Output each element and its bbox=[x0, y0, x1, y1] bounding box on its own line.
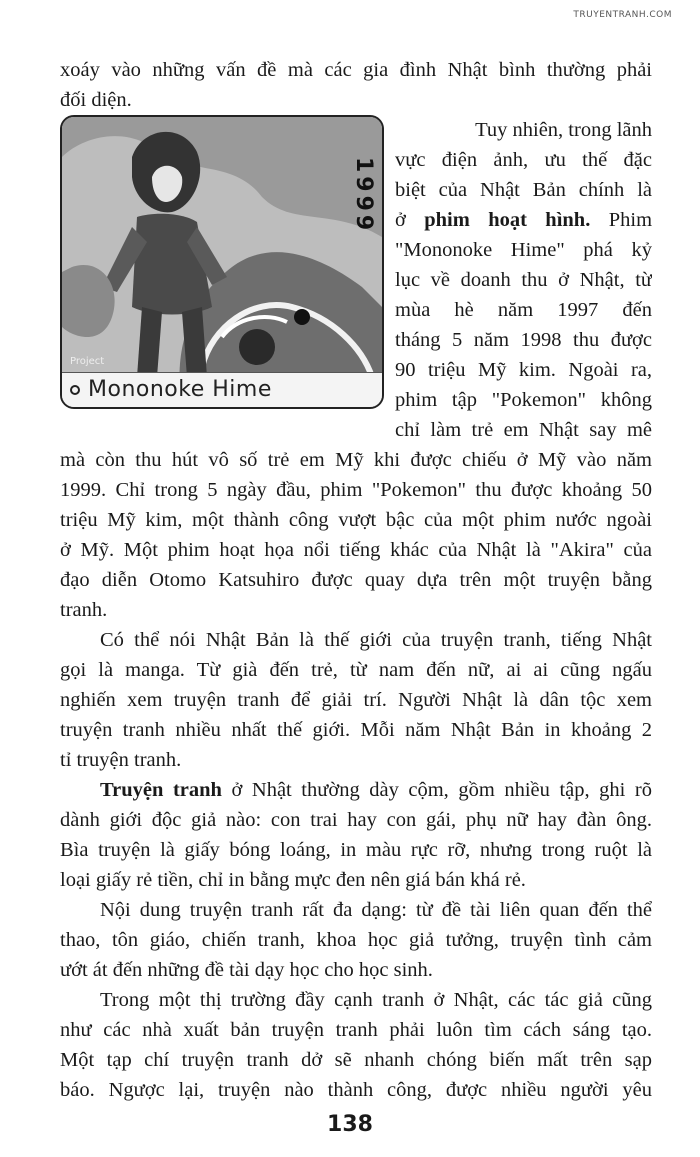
text-fragment: ở bbox=[395, 209, 406, 231]
text-line: chỉ làm trẻ em Nhật say mê bbox=[395, 419, 652, 441]
text-line: tháng 5 năm 1998 thu được bbox=[395, 329, 652, 351]
bold-term: Truyện tranh bbox=[100, 779, 222, 801]
mononoke-hime-illustration bbox=[60, 115, 384, 409]
text-line: gọi là manga. Từ già đến trẻ, từ nam đến nữ, ai ai cũng ngấu bbox=[60, 659, 652, 681]
text-fragment: Phim bbox=[608, 209, 652, 231]
text-line: Tuy nhiên, trong lãnh bbox=[475, 119, 652, 141]
text-line: xoáy vào những vấn đề mà các gia đình Nhật bình thường phải bbox=[60, 59, 652, 81]
text-line: Nội dung truyện tranh rất đa dạng: từ đề tài liên quan đến thể bbox=[100, 899, 652, 921]
text-line: loại giấy rẻ tiền, chỉ in bằng mực đen nên giá bán khá rẻ. bbox=[60, 869, 526, 891]
text-line: Bìa truyện là giấy bóng loáng, in màu rực rỡ, nhưng trong ruột là bbox=[60, 839, 652, 861]
text-line: đạo diễn Otomo Katsuhiro được quay dựa trên một truyện bằng bbox=[60, 569, 652, 591]
text-line: triệu Mỹ kim, một thành công vượt bậc của một phim nước ngoài bbox=[60, 509, 652, 531]
text-line: mùa hè năm 1997 đến bbox=[395, 299, 652, 321]
bold-term: phim hoạt hình. bbox=[424, 209, 591, 231]
text-line: truyện tranh nhiều nhất thế giới. Mỗi năm Nhật Bản in khoảng 2 bbox=[60, 719, 652, 741]
text-line bbox=[60, 776, 652, 804]
text-line: biệt của Nhật Bản chính là bbox=[395, 179, 652, 201]
text-line: vực điện ảnh, ưu thế đặc bbox=[395, 149, 652, 171]
text-line: 1999. Chỉ trong 5 ngày đầu, phim "Pokemon" thu được khoảng 50 bbox=[60, 479, 652, 501]
text-fragment: ở Nhật thường dày cộm, gồm nhiều tập, ghi rõ bbox=[231, 779, 652, 801]
text-line: tranh. bbox=[60, 599, 108, 621]
caption-text: Mononoke Hime bbox=[88, 377, 272, 402]
page-number: 138 bbox=[327, 1112, 373, 1137]
text-line: tỉ truyện tranh. bbox=[60, 749, 182, 771]
text-line: ở Mỹ. Một phim hoạt họa nổi tiếng khác của Nhật là "Akira" của bbox=[60, 539, 652, 561]
vertical-title-text: 1999 bbox=[351, 157, 376, 235]
text-line: báo. Ngược lại, truyện nào thành công, được nhiều người yêu bbox=[60, 1079, 652, 1101]
text-line: nghiến xem truyện tranh để giải trí. Người Nhật là dân tộc xem bbox=[60, 689, 652, 711]
text-line: dành giới độc giả nào: con trai hay con gái, phụ nữ hay đàn ông. bbox=[60, 809, 652, 831]
text-line: lục về doanh thu ở Nhật, từ bbox=[395, 269, 652, 291]
text-line: phim tập "Pokemon" không bbox=[395, 389, 652, 411]
text-line: đối diện. bbox=[60, 89, 132, 111]
text-line: Một tạp chí truyện tranh dở sẽ nhanh chóng biến mất trên sạp bbox=[60, 1049, 652, 1071]
text-line: thao, tôn giáo, chiến tranh, khoa học giả tưởng, truyện tình cảm bbox=[60, 929, 652, 951]
illustration-caption bbox=[62, 372, 382, 407]
illustration-credit: Project bbox=[70, 356, 105, 367]
text-line bbox=[395, 206, 652, 234]
text-line: ướt át đến những đề tài dạy học cho học sinh. bbox=[60, 959, 433, 981]
text-line: Có thể nói Nhật Bản là thế giới của truyện tranh, tiếng Nhật bbox=[100, 629, 652, 651]
illustration-art bbox=[62, 117, 382, 407]
text-line: mà còn thu hút vô số trẻ em Mỹ khi được chiếu ở Mỹ vào năm bbox=[60, 449, 652, 471]
text-line: Trong một thị trường đầy cạnh tranh ở Nhật, các tác giả cũng bbox=[100, 989, 652, 1011]
text-line: 90 triệu Mỹ kim. Ngoài ra, bbox=[395, 359, 652, 381]
caption-bullet-icon bbox=[70, 385, 80, 395]
text-line: như các nhà xuất bản truyện tranh phải luôn tìm cách sáng tạo. bbox=[60, 1019, 652, 1041]
site-watermark: TRUYENTRANH.COM bbox=[573, 10, 672, 20]
text-line: "Mononoke Hime" phá kỷ bbox=[395, 239, 652, 261]
